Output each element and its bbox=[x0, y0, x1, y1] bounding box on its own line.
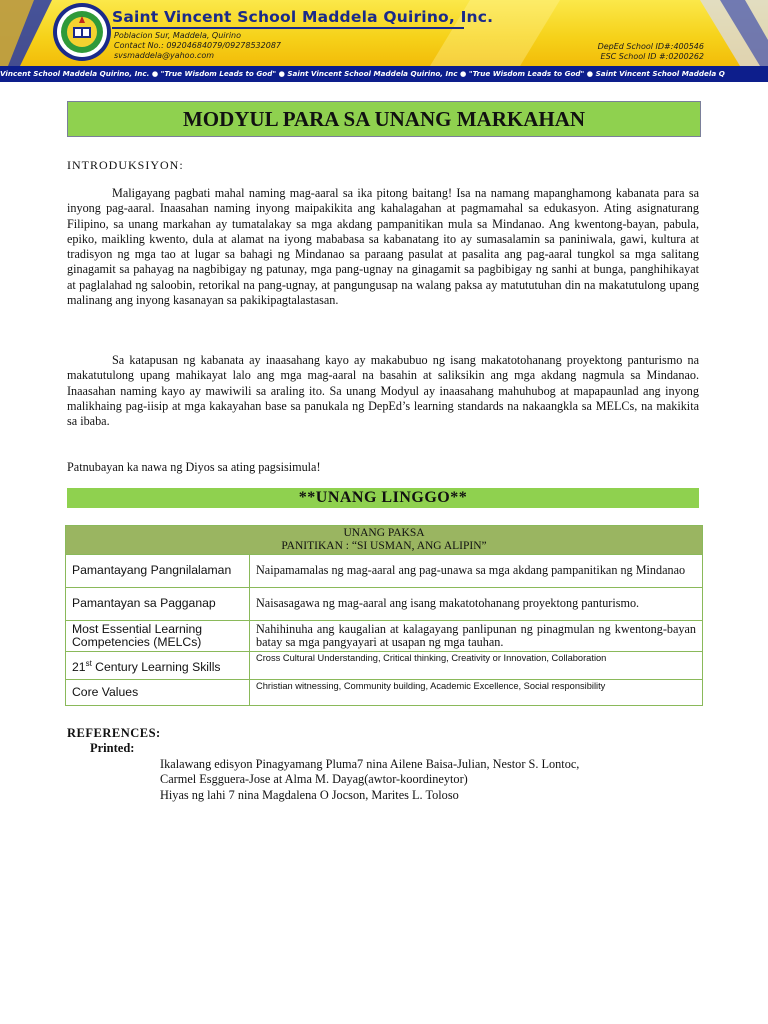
table-row bbox=[66, 680, 703, 706]
reference-line: Ikalawang edisyon Pinagyamang Pluma7 nina Ailene Baisa-Julian, Nestor S. Lontoc, bbox=[160, 757, 580, 771]
table-row bbox=[66, 652, 703, 680]
row-value: Nahihinuha ang kaugalian at kalagayang panlipunan ng pinagmulan ng kwentong-bayan batay sa mga pangyayari at usapan ng mga tauhan. bbox=[250, 621, 703, 652]
row-label-text: Century Learning Skills bbox=[91, 659, 221, 674]
school-logo bbox=[52, 1, 112, 63]
intro-paragraph: Sa katapusan ng kabanata ay inaasahang kayo ay makabubuo ng isang makatotohanang proyektong panturismo na makatutulong upang mahikayat lalo ang mga mag-aaral na basahin at saliksikin ang mga akdang nagmula sa Mindanao. Inaasahan naming kayo ay mawiwili sa araling ito. Sa unang Modyul ay inaasahang mahuhubog at mapapaunlad ang inyong malikhaing pag-iisip at mga kakayahan base sa panukala ng DepEd’s learning standards na nakaangkla sa MELCs, na makikita sa ibaba. bbox=[67, 353, 699, 429]
esc-school-id: ESC School ID #:0200262 bbox=[600, 52, 704, 61]
school-name: Saint Vincent School Maddela Quirino, Inc. bbox=[112, 8, 494, 26]
row-label bbox=[66, 652, 250, 680]
closing-line: Patnubayan ka nawa ng Diyos sa ating pagsisimula! bbox=[67, 460, 321, 474]
table-row bbox=[66, 555, 703, 588]
topic-label: UNANG PAKSA bbox=[343, 527, 425, 539]
row-value: Christian witnessing, Community building, Academic Excellence, Social responsibility bbox=[250, 680, 703, 706]
row-label-ordinal: st bbox=[85, 658, 92, 668]
intro-paragraph: Maligayang pagbati mahal naming mag-aaral sa ika pitong baitang! Isa na namang mapanghamong kabanata para sa inyong pag-aaral. Inaasahan naming inyong maipakikita ang kahalagahan at pagmamahal sa edukasyon. Ating asignaturang Filipino, sa unang markahan ay tumatalakay sa mga akdang pampanitikan mula sa Mindanao. Ang kwentong-bayan, pabula, epiko, maikling kwento, dula at alamat na iyong mababasa sa kabanatang ito ay sumasalamin sa paniniwala, gawi, kultura at tradisyon ng mga tao at lugar sa bahagi ng Mindanao sa paraang pasulat at pasalita ang pag-aaral tungkol sa mga salitang ginagamit sa pahayag na nagbibigay ng patunay, mga pang-ugnay na ginagamit sa pagbibigay ng sanhi at bunga, panghihikayat at paglalahad ng saloobin, retorikal na pang-ugnay, at pangungusap na walang paksa ay matututuhan din na makatutulong upang malinang ang inyong kasanayan sa pakikipagtalastasan. bbox=[67, 186, 699, 308]
row-label: Core Values bbox=[66, 680, 250, 706]
topic-title: PANITIKAN : “SI USMAN, ANG ALIPIN” bbox=[281, 540, 487, 552]
week-title: **UNANG LINGGO** bbox=[67, 488, 699, 508]
references-heading: REFERENCES: bbox=[67, 726, 161, 740]
school-name-underline bbox=[112, 27, 464, 29]
table-row bbox=[66, 588, 703, 621]
row-label: Most Essential Learning Competencies (MELCs) bbox=[66, 621, 250, 652]
intro-heading: INTRODUKSIYON: bbox=[67, 158, 184, 172]
printed-label: Printed: bbox=[90, 741, 135, 755]
school-email: svsmaddela@yahoo.com bbox=[114, 51, 215, 60]
row-label-number: 21 bbox=[72, 659, 86, 674]
row-value: Cross Cultural Understanding, Critical thinking, Creativity or Innovation, Collaboration bbox=[250, 652, 703, 680]
reference-line: Carmel Esgguera-Jose at Alma M. Dayag(awtor-koordineytor) bbox=[160, 772, 468, 786]
table-header-row bbox=[66, 526, 703, 555]
school-address: Poblacion Sur, Maddela, Quirino bbox=[114, 31, 241, 40]
school-banner bbox=[0, 0, 768, 82]
row-value: Naipamamalas ng mag-aaral ang pag-unawa sa mga akdang pampanitikan ng Mindanao bbox=[250, 555, 703, 588]
motto-ticker: Vincent School Maddela Quirino, Inc. ● "True Wisdom Leads to God" ● Saint Vincent School Maddela Quirino, Inc ● "True Wisdom Leads to God" ● Saint Vincent School Maddela Q bbox=[0, 66, 768, 82]
module-title: MODYUL PARA SA UNANG MARKAHAN bbox=[67, 101, 701, 137]
reference-line: Hiyas ng lahi 7 nina Magdalena O Jocson, Marites L. Toloso bbox=[160, 788, 459, 802]
row-value: Naisasagawa ng mag-aaral ang isang makatotohanang proyektong panturismo. bbox=[250, 588, 703, 621]
deped-school-id: DepEd School ID#:400546 bbox=[597, 42, 704, 51]
lesson-table bbox=[65, 525, 703, 706]
school-contact: Contact No.: 09204684079/09278532087 bbox=[114, 41, 281, 50]
table-header bbox=[66, 526, 703, 555]
row-label: Pamantayan sa Pagganap bbox=[66, 588, 250, 621]
row-label: Pamantayang Pangnilalaman bbox=[66, 555, 250, 588]
table-row bbox=[66, 621, 703, 652]
